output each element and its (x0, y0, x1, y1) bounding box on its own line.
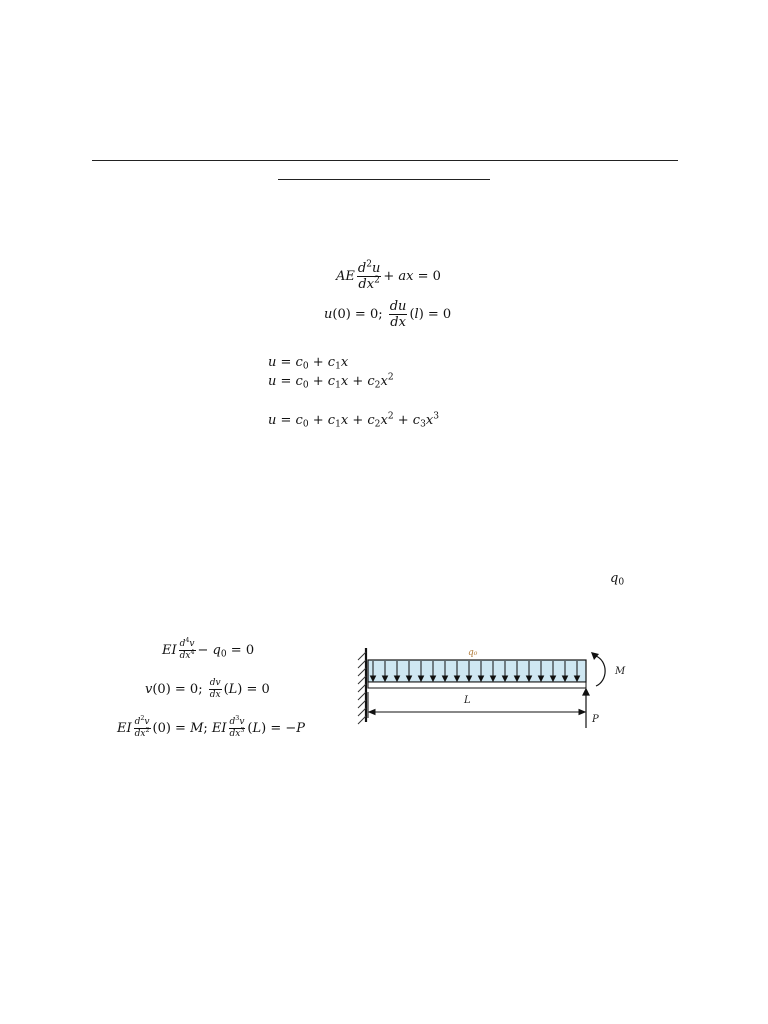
force-label: P (592, 714, 599, 725)
problem1-governing-equation: AE $\frac{d^2u}{dx^2}$ + ax = 0 (336, 259, 441, 292)
beam (368, 682, 586, 688)
q0-label: $q_0$ (610, 571, 625, 588)
header-rule-long (92, 160, 678, 161)
problem2-boundary-conditions-2: EI $\frac{d^2v}{dx^2}$ (0) = M; EI $\frac{d^3v}{dx^3}$ (L) = −P (117, 715, 305, 739)
header-rule-short (278, 179, 490, 180)
moment-label: M (615, 666, 626, 677)
moment-arrow (591, 652, 605, 686)
fixed-wall (358, 648, 366, 724)
point-force-arrow (583, 689, 589, 728)
load-label: q₀ (468, 648, 478, 658)
approximation-linear: $u = c_0 + c_1x$ (268, 355, 349, 372)
problem2-boundary-conditions-1: v(0) = 0; $\frac{dv}{dx}$ (L) = 0 (145, 678, 270, 700)
approximation-cubic: $u = c_0 + c_1x + c_2x^2 + c_3x^3$ (268, 411, 439, 430)
problem2-governing-equation: EI $\frac{d^4v}{dx^4}$ − $q_0 = 0$ (162, 637, 255, 661)
approximation-quadratic: $u = c_0 + c_1x + c_2x^2$ (268, 372, 394, 391)
length-dimension (368, 692, 585, 718)
length-label: L (464, 695, 471, 706)
cantilever-beam-figure (350, 640, 640, 730)
problem1-boundary-conditions: u(0) = 0; $\frac{du}{dx}$ (l) = 0 (324, 299, 452, 330)
